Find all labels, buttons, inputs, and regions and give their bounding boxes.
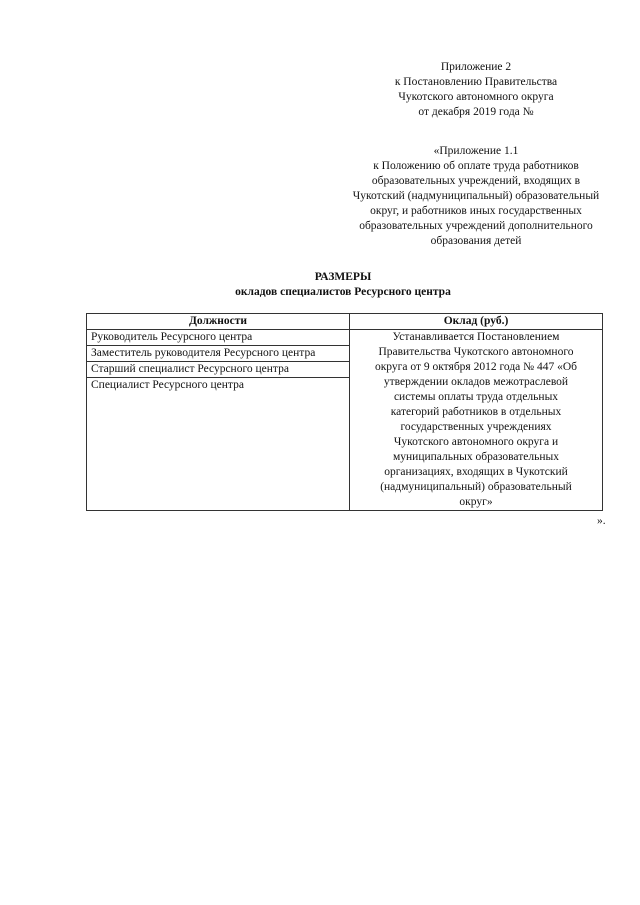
appendix-header [330, 60, 622, 120]
position-cell: Заместитель руководителя Ресурсного центра [87, 346, 350, 362]
appendix-line: от декабря 2019 года № [418, 106, 534, 118]
salary-line: утверждении окладов межотраслевой [383, 376, 569, 388]
closing-quote-mark: ». [597, 515, 606, 527]
salary-line: (надмуниципальный) образовательный [380, 481, 572, 493]
salary-line: системы оплаты труда отдельных [393, 391, 559, 403]
salary-line: Правительства Чукотского автономного [378, 346, 574, 358]
salary-line: государственных учреждениях [400, 421, 552, 433]
header-salary: Оклад (руб.) [350, 314, 603, 330]
annex-line: образования детей [430, 235, 522, 247]
table-header-row [87, 314, 603, 330]
position-cell: Специалист Ресурсного центра [87, 378, 350, 511]
appendix-line: Приложение 2 [440, 61, 512, 73]
title-main: РАЗМЕРЫ [314, 271, 372, 283]
annex-line: образовательных учреждений, входящих в [371, 175, 581, 187]
salary-line: организациях, входящих в Чукотский [384, 466, 568, 478]
table-row [87, 330, 603, 346]
annex-line: Чукотский (надмуниципальный) образовательный [352, 190, 600, 202]
salary-table [86, 313, 603, 511]
annex-line: к Положению об оплате труда работников [373, 160, 579, 172]
annex-line: «Приложение 1.1 [433, 145, 519, 157]
salary-line: муниципальных образовательных [392, 451, 559, 463]
header-positions: Должности [87, 314, 350, 330]
position-cell: Руководитель Ресурсного центра [87, 330, 350, 346]
appendix-line: Чукотского автономного округа [398, 91, 554, 103]
salary-line: округа от 9 октября 2012 года № 447 «Об [374, 361, 578, 373]
salary-line: Устанавливается Постановлением [392, 331, 560, 343]
salary-line: округ» [459, 496, 493, 508]
title-subtitle: окладов специалистов Ресурсного центра [235, 286, 451, 298]
annex-header [330, 144, 622, 249]
salary-cell [350, 330, 603, 511]
document-title [84, 270, 602, 300]
salary-line: категорий работников в отдельных [390, 406, 562, 418]
appendix-line: к Постановлению Правительства [394, 76, 558, 88]
annex-line: образовательных учреждений дополнительного [359, 220, 593, 232]
annex-line: округ, и работников иных государственных [370, 205, 582, 217]
position-cell: Старший специалист Ресурсного центра [87, 362, 350, 378]
salary-line: Чукотского автономного округа и [393, 436, 559, 448]
